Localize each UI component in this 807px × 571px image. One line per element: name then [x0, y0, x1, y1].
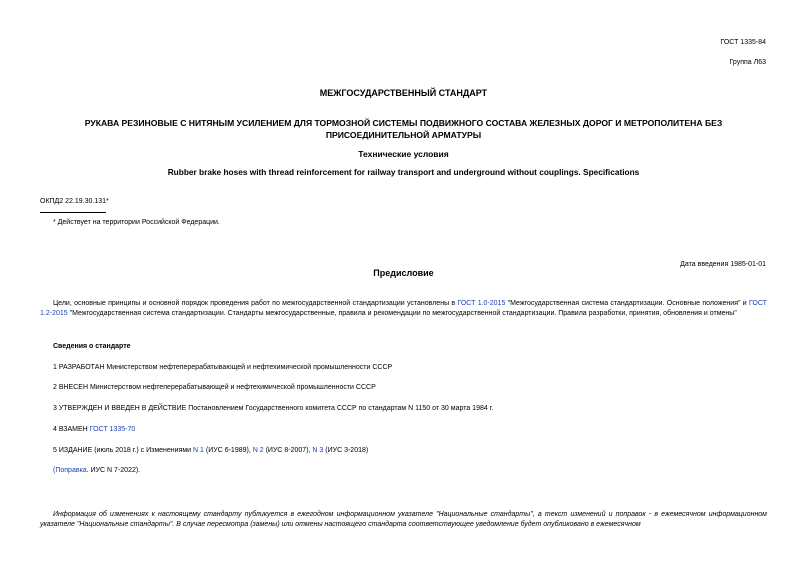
correction-text: . ИУС N 7-2022).	[86, 467, 141, 474]
amendment-1-link[interactable]: N 1	[193, 447, 204, 454]
amendment-2-link[interactable]: N 2	[252, 447, 264, 454]
gost-1-2-2015-link[interactable]: ГОСТ 1.2-2015	[40, 300, 767, 317]
introduction-date: Дата введения 1985-01-01	[680, 261, 766, 268]
correction-open-paren: (	[53, 467, 56, 474]
info-item-5-text-b: (ИУС 6-1989),	[203, 447, 253, 454]
changes-info-paragraph: Информация об изменениях к настоящему стандарту публикуется в ежегодном информационном указателе "Национальные стандарты", а текст изменений и поправок - в ежемесячном информационном указателе "Национальные стандарты". В случае пересмотра (замены) или отмены настоящего стандарта соответствующее уведомление будет опубликовано в ежемесячном	[40, 511, 767, 528]
foreword-paragraph	[40, 299, 767, 319]
document-title-ru	[40, 117, 767, 141]
standard-info-heading: Сведения о стандарте	[53, 343, 131, 350]
footnote-divider	[40, 212, 106, 213]
info-item-4	[53, 426, 135, 433]
document-number: ГОСТ 1335-84	[720, 39, 766, 46]
correction-link[interactable]: Поправка	[55, 467, 87, 474]
okpd-code: ОКПД2 22.19.30.131*	[40, 198, 109, 205]
footnote: * Действует на территории Российской Федерации.	[53, 219, 220, 226]
info-item-5-text-d: (ИУС 3-2018)	[323, 447, 369, 454]
gost-1335-70-link[interactable]: ГОСТ 1335-70	[89, 426, 136, 433]
foreword-text-mid: "Межгосударственная система стандартизации. Основные положения" и	[505, 300, 750, 307]
amendment-3-link[interactable]: N 3	[312, 447, 324, 454]
foreword-text-start: Цели, основные принципы и основной порядок проведения работ по межгосударственной стандартизации установлены в	[53, 300, 458, 307]
gost-1-0-2015-link[interactable]: ГОСТ 1.0-2015	[457, 300, 506, 307]
standard-kind: МЕЖГОСУДАРСТВЕННЫЙ СТАНДАРТ	[319, 88, 488, 98]
info-item-3: 3 УТВЕРЖДЕН И ВВЕДЕН В ДЕЙСТВИЕ Постановлением Государственного комитета СССР по стандартам N 1150 от 30 марта 1984 г.	[53, 405, 494, 412]
correction-note	[53, 467, 140, 474]
info-item-4-prefix: 4 ВЗАМЕН	[53, 426, 90, 433]
classification-group: Группа Л63	[729, 59, 766, 66]
info-item-5-text-a: 5 ИЗДАНИЕ (июль 2018 г.) с Изменениями	[53, 447, 194, 454]
info-item-1: 1 РАЗРАБОТАН Министерством нефтеперерабатывающей и нефтехимической промышленности СССР	[53, 364, 393, 371]
info-item-5	[53, 447, 368, 454]
title-line-2: ПРИСОЕДИНИТЕЛЬНОЙ АРМАТУРЫ	[325, 130, 482, 140]
document-title-en: Rubber brake hoses with thread reinforcement for railway transport and underground without couplings. Specifications	[167, 167, 640, 177]
document-subtitle: Технические условия	[358, 149, 449, 159]
info-item-5-text-c: (ИУС 8-2007),	[263, 447, 313, 454]
foreword-text-end: "Межгосударственная система стандартизации. Стандарты межгосударственные, правила и рекомендации по межгосударственной стандартизации. Правила разработки, принятия, обновления и отмены"	[67, 310, 737, 317]
title-line-1: РУКАВА РЕЗИНОВЫЕ С НИТЯНЫМ УСИЛЕНИЕМ ДЛЯ ТОРМОЗНОЙ СИСТЕМЫ ПОДВИЖНОГО СОСТАВА ЖЕЛЕЗНЫХ ДОРОГ И МЕТРОПОЛИТЕНА БЕЗ	[84, 118, 723, 128]
foreword-heading: Предисловие	[373, 268, 434, 278]
info-item-2: 2 ВНЕСЕН Министерством нефтеперерабатывающей и нефтехимической промышленности СССР	[53, 384, 376, 391]
